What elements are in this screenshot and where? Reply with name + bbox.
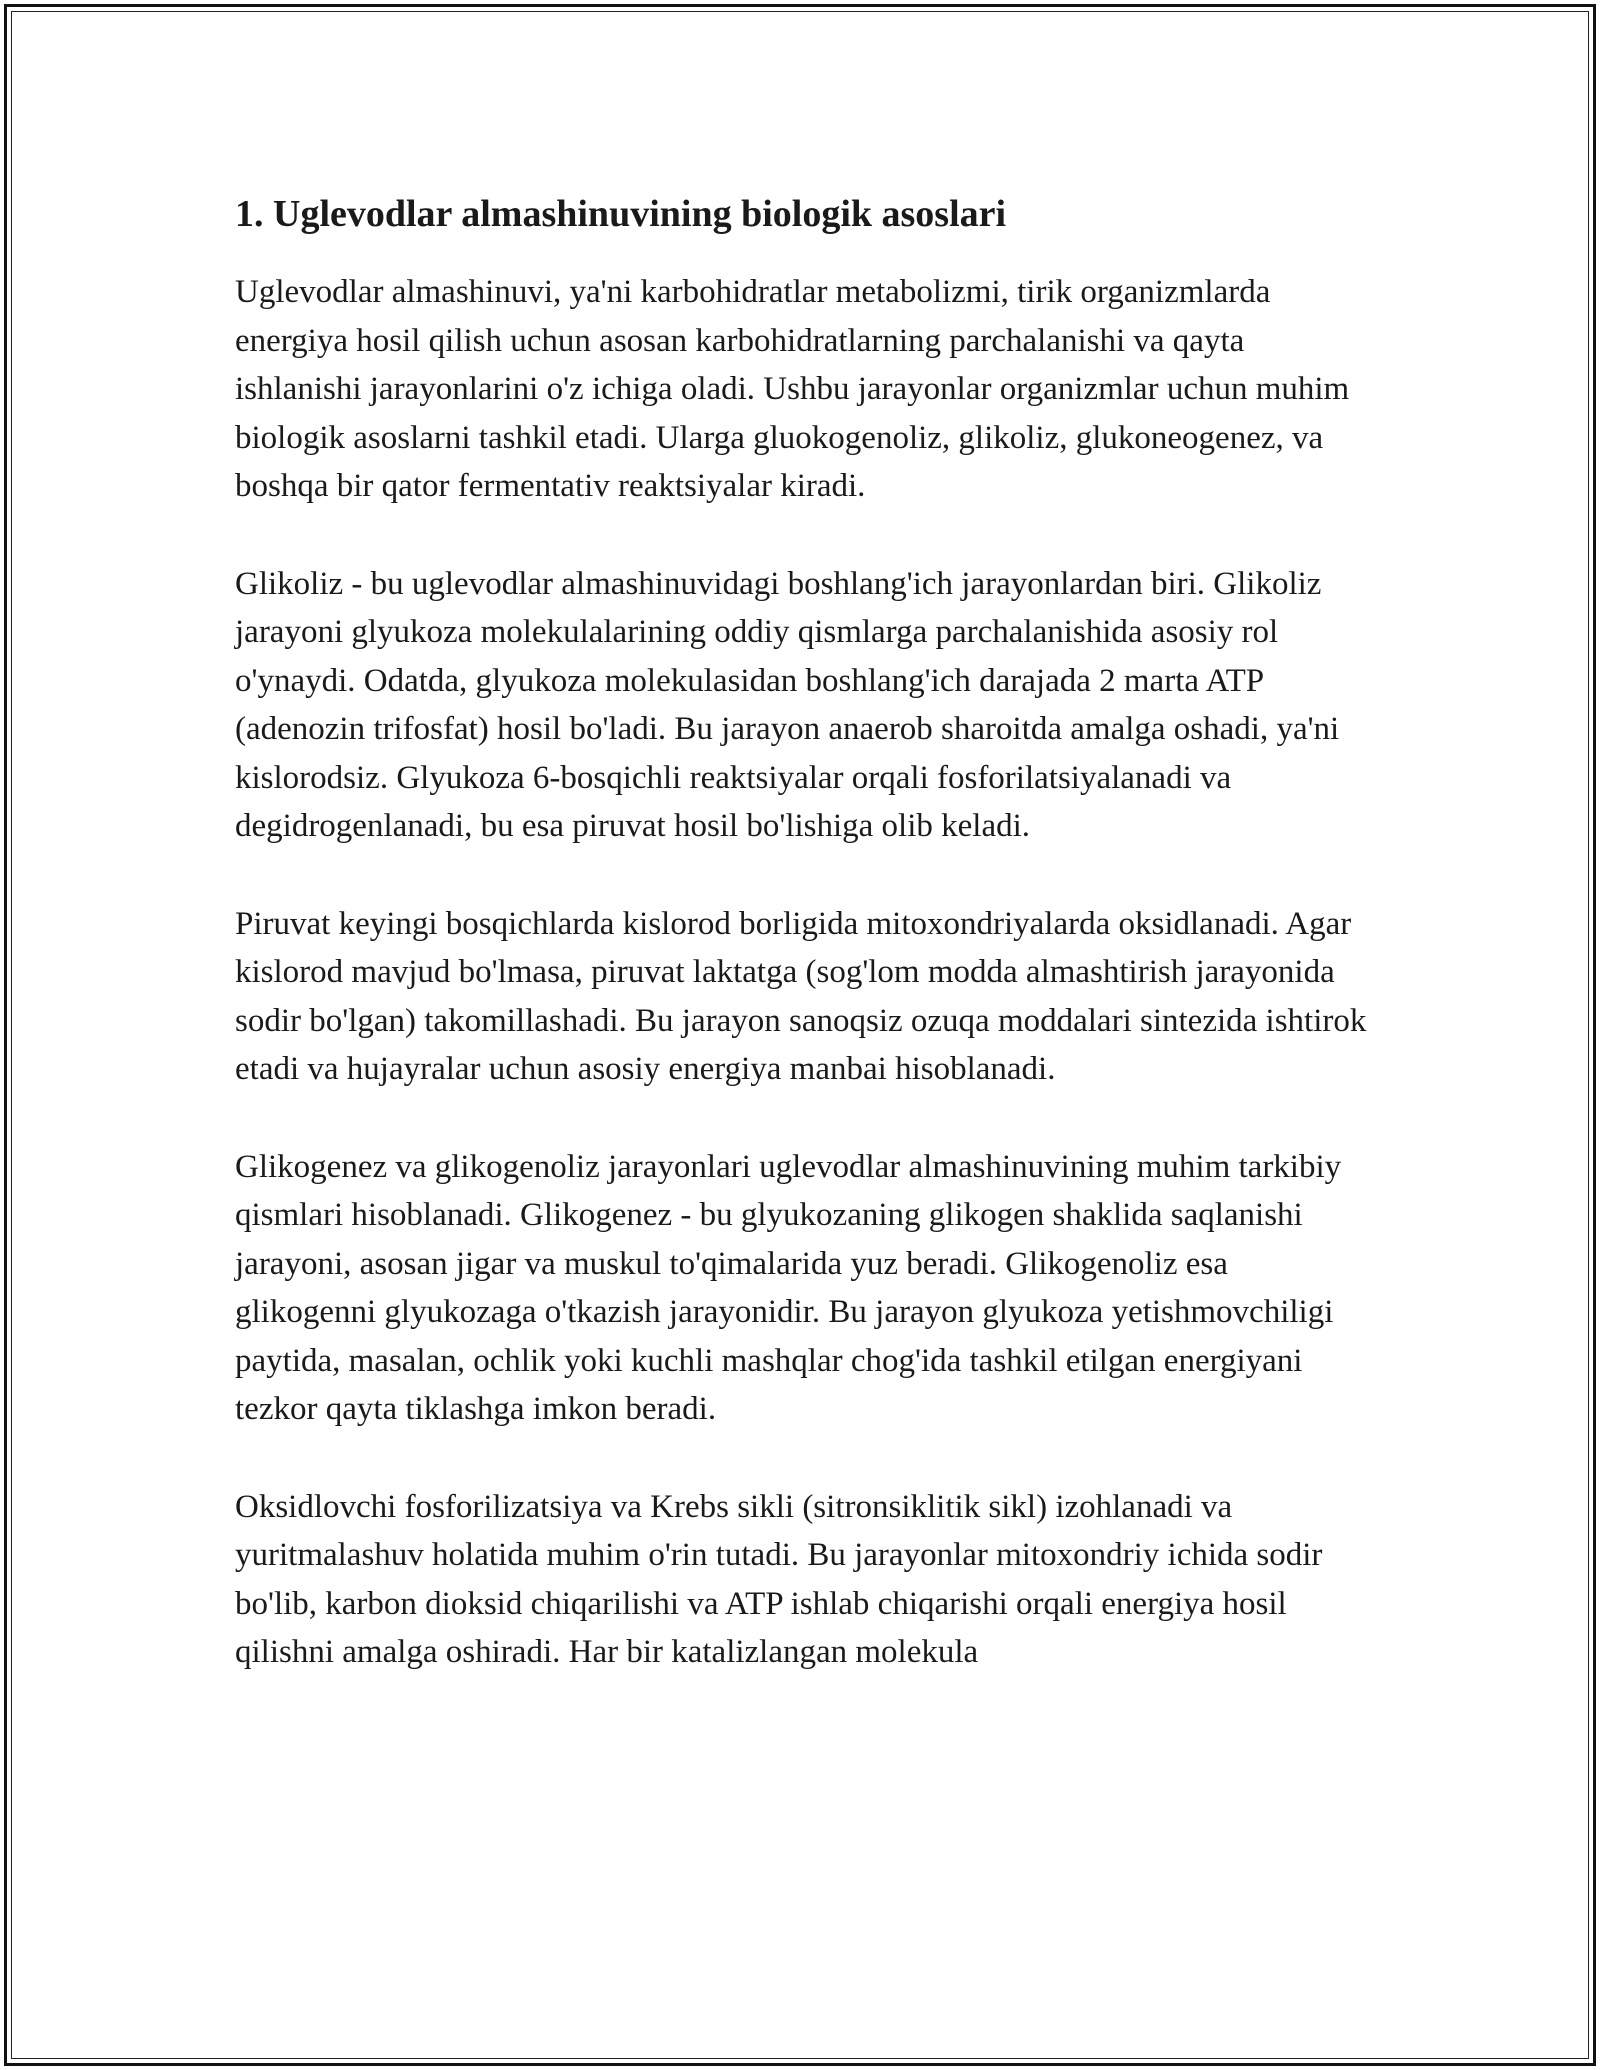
document-body [235, 186, 1370, 1726]
paragraph-carbohydrate-metabolism: Uglevodlar almashinuvi, ya'ni karbohidratlar metabolizmi, tirik organizmlarda energiya hosil qilish uchun asosan karbohidratlarning parchalanishi va qayta ishlanishi jarayonlarini o'z ichiga oladi. Ushbu jarayonlar organizmlar uchun muhim biologik asoslarni tashkil etadi. Ularga gluokogenoliz, glikoliz, glukoneogenez, va boshqa bir qator fermentativ reaktsiyalar kiradi. [235, 274, 1350, 504]
section-heading: 1. Uglevodlar almashinuvining biologik asoslari [235, 193, 1007, 235]
paragraph-pyruvate: Piruvat keyingi bosqichlarda kislorod borligida mitoxondriyalarda oksidlanadi. Agar kislorod mavjud bo'lmasa, piruvat laktatga (sog'lom modda almashtirish jarayonida sodir bo'lgan) takomillashadi. Bu jarayon sanoqsiz ozuqa moddalari sintezida ishtirok etadi va hujayralar uchun asosiy energiya manbai hisoblanadi. [235, 905, 1367, 1087]
paragraph-glycogenesis: Glikogenez va glikogenoliz jarayonlari uglevodlar almashinuvining muhim tarkibiy qismlari hisoblanadi. Glikogenez - bu glyukozaning glikogen shaklida saqlanishi jarayoni, asosan jigar va muskul to'qimalarida yuz beradi. Glikogenoliz esa glikogenni glyukozaga o'tkazish jarayonidir. Bu jarayon glyukoza yetishmovchiligi paytida, masalan, ochlik yoki kuchli mashqlar chog'ida tashkil etilgan energiyani tezkor qayta tiklashga imkon beradi. [235, 1148, 1342, 1427]
paragraph-oxidative-phosphorylation: Oksidlovchi fosforilizatsiya va Krebs sikli (sitronsiklitik sikl) izohlanadi va yuritmalashuv holatida muhim o'rin tutadi. Bu jarayonlar mitoxondriy ichida sodir bo'lib, karbon dioksid chiqarilishi va ATP ishlab chiqarishi orqali energiya hosil qilishni amalga oshiradi. Har bir katalizlangan molekula [235, 1488, 1323, 1670]
paragraph-glycolysis: Glikoliz - bu uglevodlar almashinuvidagi boshlang'ich jarayonlardan biri. Glikoliz jarayoni glyukoza molekulalarining oddiy qismlarga parchalanishida asosiy rol o'ynaydi. Odatda, glyukoza molekulasidan boshlang'ich darajada 2 marta ATP (adenozin trifosfat) hosil bo'ladi. Bu jarayon anaerob sharoitda amalga oshadi, ya'ni kislorodsiz. Glyukoza 6-bosqichli reaktsiyalar orqali fosforilatsiyalanadi va degidrogenlanadi, bu esa piruvat hosil bo'lishiga olib keladi. [235, 565, 1340, 844]
